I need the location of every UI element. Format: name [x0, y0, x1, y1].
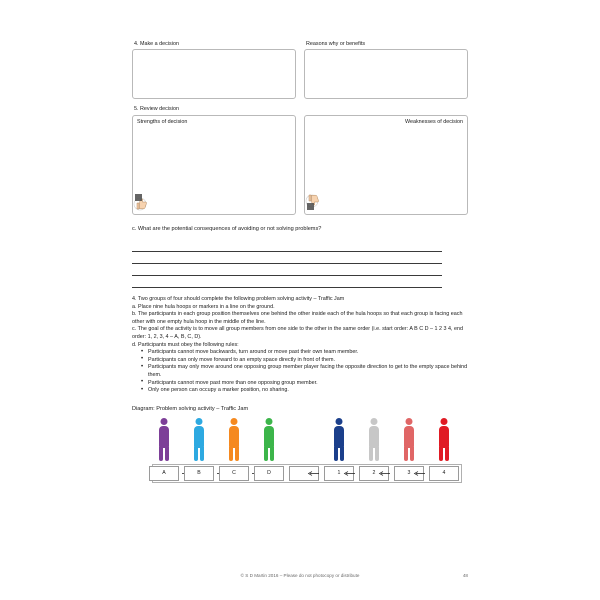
figure-body-icon	[439, 426, 449, 448]
reasons-input[interactable]	[304, 49, 468, 99]
answer-line[interactable]	[132, 264, 442, 276]
weaknesses-input[interactable]	[304, 115, 468, 215]
figure-head-icon	[336, 418, 343, 425]
review-decision-label: 5. Review decision	[134, 106, 179, 112]
figure-legs-icon	[264, 447, 274, 461]
figure-body-icon	[229, 426, 239, 448]
figures-row	[132, 416, 468, 462]
marker-2[interactable]: 2	[359, 466, 389, 481]
figure-legs-icon	[404, 447, 414, 461]
figure-b	[189, 418, 209, 462]
diagram-title: Diagram: Problem solving activity – Traffic Jam	[132, 405, 249, 412]
decision-section	[132, 40, 468, 99]
figure-legs-icon	[439, 447, 449, 461]
arrow-left-icon	[413, 471, 425, 476]
figure-legs-icon	[194, 447, 204, 461]
figure-head-icon	[266, 418, 273, 425]
figure-body-icon	[404, 426, 414, 448]
figure-legs-icon	[229, 447, 239, 461]
figure-legs-icon	[334, 447, 344, 461]
arrow-left-icon	[307, 471, 319, 476]
list-item: • Participants cannot move past more than one opposing group member.	[142, 380, 468, 388]
figure-body-icon	[194, 426, 204, 448]
marker-3[interactable]: 3	[394, 466, 424, 481]
list-item: • Participants can only move forward to an empty space directly in front of them.	[142, 357, 468, 365]
markers-row	[132, 464, 468, 486]
marker-d[interactable]: D	[254, 466, 284, 481]
answer-line[interactable]	[132, 252, 442, 264]
list-item: • Participants cannot move backwards, turn around or move past their own team member.	[142, 349, 468, 357]
strengths-label: Strengths of decision	[137, 119, 188, 125]
figure-c	[224, 418, 244, 462]
activity-step-d: d. Participants must obey the following rules:	[132, 341, 239, 348]
figure-head-icon	[441, 418, 448, 425]
question-c-text: c. What are the potential consequences of avoiding or not solving problems?	[132, 226, 322, 232]
marker-b[interactable]: B	[184, 466, 214, 481]
activity-step-b: b. The participants in each group position themselves one behind the other inside each of the hula hoops so that each group is facing each other with one empty hula hoop in the middle of the line.	[132, 311, 464, 325]
copyright-text: © S D Martin 2016 – Please do not photocopy or distribute	[240, 573, 360, 578]
make-decision-input[interactable]	[132, 49, 296, 99]
figure-legs-icon	[369, 447, 379, 461]
answer-line[interactable]	[132, 240, 442, 252]
activity-intro: 4. Two groups of four should complete the following problem solving activity – Traffic Jam	[132, 296, 345, 302]
figure-head-icon	[231, 418, 238, 425]
page-content	[132, 40, 468, 488]
thumbs-down-icon	[305, 192, 327, 212]
page-number: 48	[462, 573, 468, 578]
thumbs-up-icon	[133, 192, 155, 212]
figure-body-icon	[369, 426, 379, 448]
figure-legs-icon	[159, 447, 169, 461]
activity-rules-list	[132, 349, 468, 395]
list-item: • Participants may only move around one opposing group member player facing the opposite direction to get to the empty space behind them.	[142, 364, 468, 379]
answer-line[interactable]	[132, 276, 442, 288]
reasons-label: Reasons why or benefits	[306, 41, 366, 47]
strengths-input[interactable]	[132, 115, 296, 215]
figure-head-icon	[406, 418, 413, 425]
figure-a	[154, 418, 174, 462]
figure-2	[364, 418, 384, 462]
figure-body-icon	[159, 426, 169, 448]
figure-head-icon	[161, 418, 168, 425]
figure-d	[259, 418, 279, 462]
marker-c[interactable]: C	[219, 466, 249, 481]
make-decision-block	[132, 40, 296, 99]
activity-step-a: a. Place nine hula hoops or markers in a line on the ground.	[132, 303, 275, 310]
answer-lines	[132, 240, 468, 288]
traffic-jam-diagram	[132, 416, 468, 488]
figure-4	[434, 418, 454, 462]
arrow-left-icon	[378, 471, 390, 476]
figure-body-icon	[264, 426, 274, 448]
page-footer	[132, 573, 468, 578]
figure-body-icon	[334, 426, 344, 448]
figure-head-icon	[371, 418, 378, 425]
activity-step-c: c. The goal of the activity is to move all group members from one side to the other in the same order (i.e. start order: A B C D – 1 2 3 4, end order: 1, 2, 3, 4 – A, B, C, D).	[132, 326, 465, 340]
weaknesses-label: Weaknesses of decision	[404, 119, 463, 125]
marker-1[interactable]: 1	[324, 466, 354, 481]
marker-4[interactable]: 4	[429, 466, 459, 481]
marker-a[interactable]: A	[149, 466, 179, 481]
figure-3	[399, 418, 419, 462]
reasons-block	[304, 40, 468, 99]
make-decision-label: 4. Make a decision	[134, 41, 179, 47]
figure-1	[329, 418, 349, 462]
review-section	[132, 105, 468, 215]
list-item: • Only one person can occupy a marker position, no sharing.	[142, 387, 468, 395]
figure-head-icon	[196, 418, 203, 425]
arrow-left-icon	[343, 471, 355, 476]
activity-instructions	[132, 296, 468, 395]
